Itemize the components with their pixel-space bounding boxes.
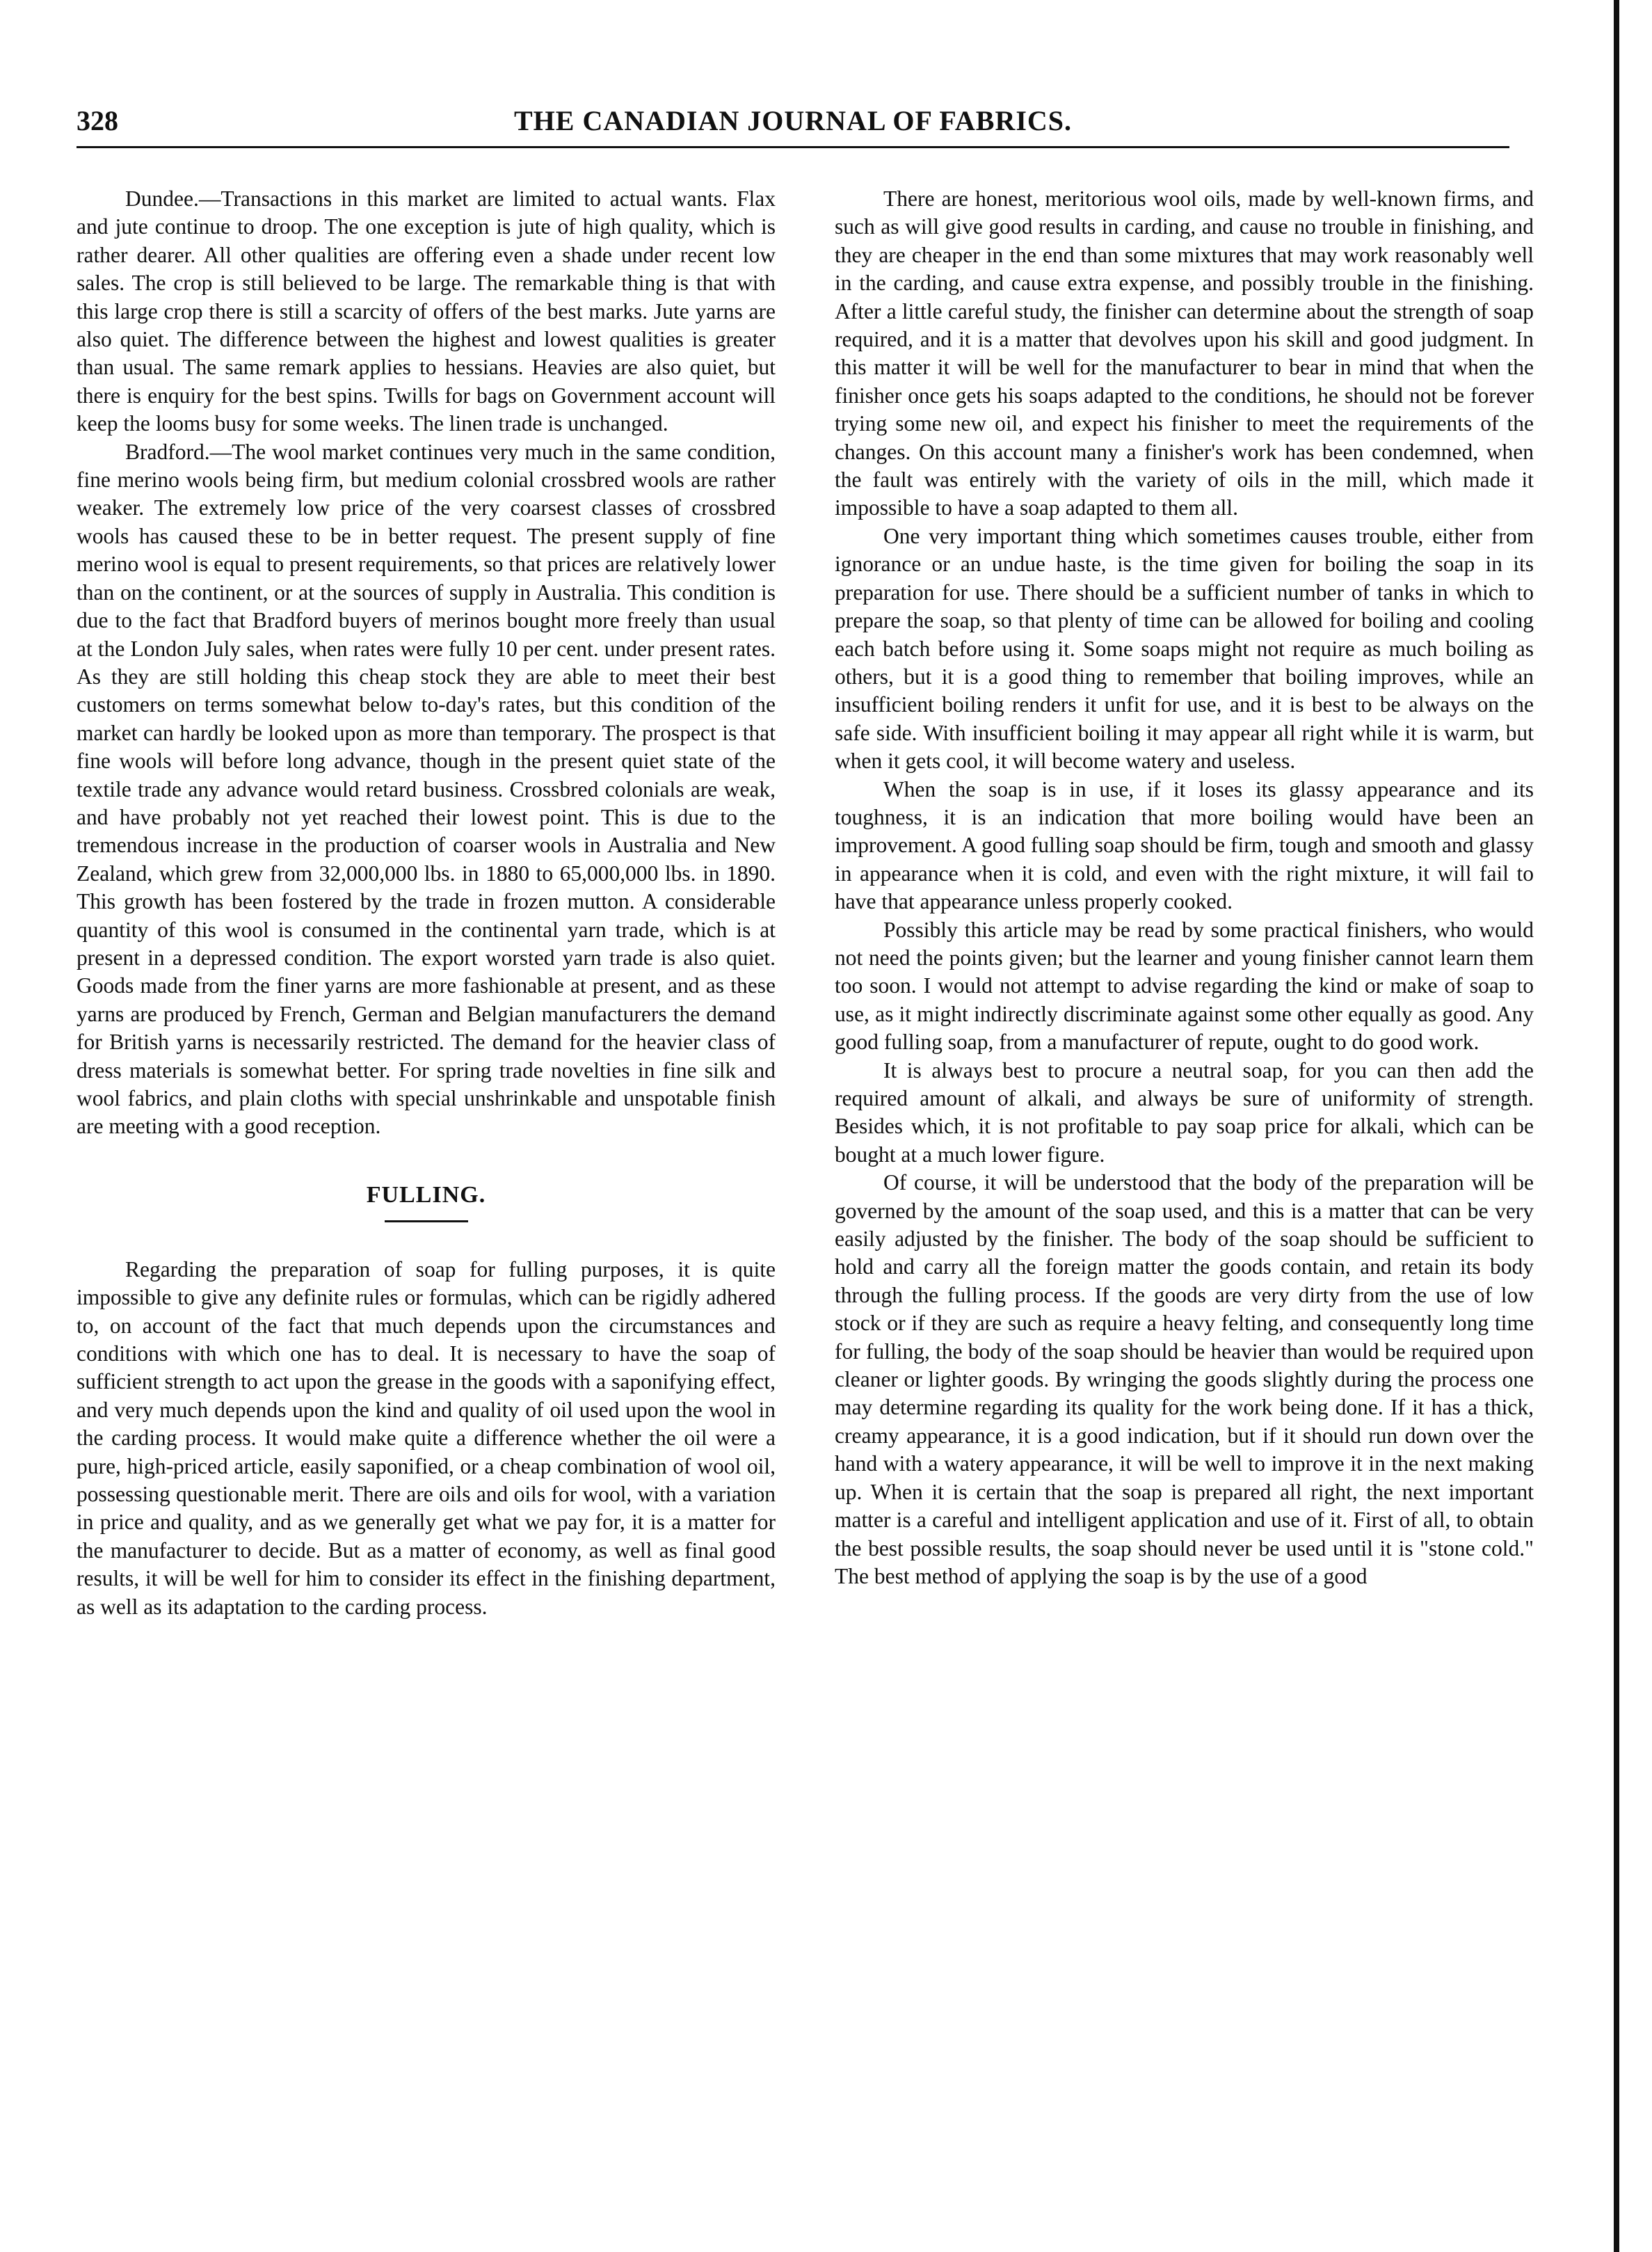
- bradford-paragraph: Bradford.—The wool market continues very much in the same condition, fine merino wools being firm, but medium colonial crossbred wools are rather weaker. The extremely low price of the very coarsest classes of crossbred wools has caused these to be in better request. The present supply of fine merino wool is equal to present requirements, so that prices are relatively lower than on the continent, or at the sources of supply in Australia. This condition is due to the fact that Bradford buyers of merinos bought more freely than usual at the London July sales, when rates were fully 10 per cent. under present rates. As they are still holding this cheap stock they are able to meet their best customers on terms somewhat below to-day's rates, but this condition of the market can hardly be looked upon as more than temporary. The prospect is that fine wools will before long advance, though in the present quiet state of the textile trade any advance would retard business. Crossbred colonials are weak, and have probably not yet reached their lowest point. This is due to the tremendous increase in the production of coarser wools in Australia and New Zealand, which grew from 32,000,000 lbs. in 1880 to 65,000,000 lbs. in 1890. This growth has been fostered by the trade in frozen mutton. A considerable quantity of this wool is consumed in the continental yarn trade, which is at present in a depressed condition. The export worsted yarn trade is also quiet. Goods made from the finer yarns are more fashionable at present, and as these yarns are produced by French, German and Belgian manufacturers the demand for British yarns is necessarily restricted. The demand for the heavier class of dress materials is somewhat better. For spring trade novelties in fine silk and wool fabrics, and plain cloths with special unshrinkable and unspotable finish are meeting with a good reception.: [77, 439, 776, 1139]
- journal-title: THE CANADIAN JOURNAL OF FABRICS.: [513, 105, 1073, 136]
- page-header: [77, 104, 1509, 160]
- fulling-intro-paragraph: Regarding the preparation of soap for fulling purposes, it is quite impossible to give any definite rules or formulas, which can be rigidly adhered to, on account of the fact that much depends upon the circumstances and conditions with which one has to deal. It is necessary to have the soap of sufficient strength to act upon the grease in the goods with a saponifying effect, and very much depends upon the kind and quality of oil used upon the wool in the carding process. It would make quite a difference whether the oil were a pure, high-priced article, easily saponified, or a cheap combination of wool oil, possessing questionable merit. There are oils and oils for wool, with a variation in price and quality, and as we generally get what we pay for, it is a matter for the manufacturer to decide. But as a matter of economy, as well as final good results, it will be well for him to consider its effect in the finishing department, as well as its adaptation to the carding process.: [77, 1256, 776, 1619]
- page-edge-border: [1614, 0, 1619, 2252]
- section-rule: [385, 1220, 468, 1222]
- soap-body-paragraph: Of course, it will be understood that the body of the preparation will be governed by the amount of the soap used, and this is a matter that can be very easily adjusted by the finisher. The body of the soap should be sufficient to hold and carry all the foreign matter the goods contain, and retain its body through the fulling process. If the goods are very dirty from the use of low stock or if they are such as require a heavy felting, and consequently long time for fulling, the body of the soap should be heavier than would be required upon cleaner or lighter goods. By wringing the goods slightly during the process one may determine regarding its quality for the work being done. If it has a thick, creamy appearance, it is a good indication, but if it should run down over the hand with a watery appearance, it will be well to improve it in the next making up. When it is certain that the soap is prepared all right, the next important matter is a careful and intelligent application and use of it. First of all, to obtain the best possible results, the soap should never be used until it is "stone cold." The best method of applying the soap is by the use of a good: [835, 1170, 1534, 1588]
- wool-oils-paragraph: There are honest, meritorious wool oils, made by well-known firms, and such as will give good results in carding, and cause no trouble in finishing, and they are cheaper in the end than some mixtures that may work reasonably well in the carding, and cause extra expense, and possibly trouble in the finishing. After a little careful study, the finisher can determine about the strength of soap required, and it is a matter that devolves upon his skill and good judgment. In this matter it will be well for the manufacturer to bear in mind that when the finisher once gets his soaps adapted to the conditions, he should not be forever trying some new oil, and expect his finisher to meet the requirements of the changes. On this account many a finisher's work has been condemned, when the fault was entirely with the variety of oils in the mill, which made it impossible to have a soap adapted to them all.: [835, 186, 1534, 520]
- page-number: 328: [77, 105, 118, 136]
- dundee-paragraph: Dundee.—Transactions in this market are limited to actual wants. Flax and jute continue to droop. The one exception is jute of high quality, which is rather dearer. All other qualities are offering even a shade under recent low sales. The crop is still believed to be large. The remarkable thing is that with this large crop there is still a scarcity of offers of the best marks. Jute yarns are also quiet. The difference between the highest and lowest qualities is greater than usual. The same remark applies to hessians. Heavies are also quiet, but there is enquiry for the best spins. Twills for bags on Government account will keep the looms busy for some weeks. The linen trade is unchanged.: [77, 186, 776, 436]
- section-title-fulling: FULLING.: [366, 1181, 486, 1208]
- header-rule: [77, 146, 1509, 148]
- soap-appearance-paragraph: When the soap is in use, if it loses its glassy appearance and its toughness, it is an indication that more boiling would have been an improvement. A good fulling soap should be firm, tough and smooth and glassy in appearance when it is cold, and even with the right mixture, it will fail to have that appearance unless properly cooked.: [835, 776, 1534, 914]
- boiling-paragraph: One very important thing which sometimes causes trouble, either from ignorance or an undue haste, is the time given for boiling the soap in its preparation for use. There should be a sufficient number of tanks in which to prepare the soap, so that plenty of time can be allowed for boiling and cooling each batch before using it. Some soaps might not require as much boiling as others, but it is a good thing to remember that boiling improves, while an insufficient boiling renders it unfit for use, and it is best to be always on the safe side. With insufficient boiling it may appear all right while it is warm, but when it gets cool, it will become watery and useless.: [835, 523, 1534, 774]
- practical-finishers-paragraph: Possibly this article may be read by some practical finishers, who would not need the points given; but the learner and young finisher cannot learn them too soon. I would not attempt to advise regarding the kind or make of soap to use, as it might indirectly discriminate against some other equally as good. Any good fulling soap, from a manufacturer of repute, ought to do good work.: [835, 917, 1534, 1055]
- neutral-soap-paragraph: It is always best to procure a neutral soap, for you can then add the required amount of alkali, and always be sure of uniformity of strength. Besides which, it is not profitable to pay soap price for alkali, which can be bought at a much lower figure.: [835, 1057, 1534, 1167]
- left-column: [77, 185, 776, 1621]
- right-column: [835, 185, 1534, 1590]
